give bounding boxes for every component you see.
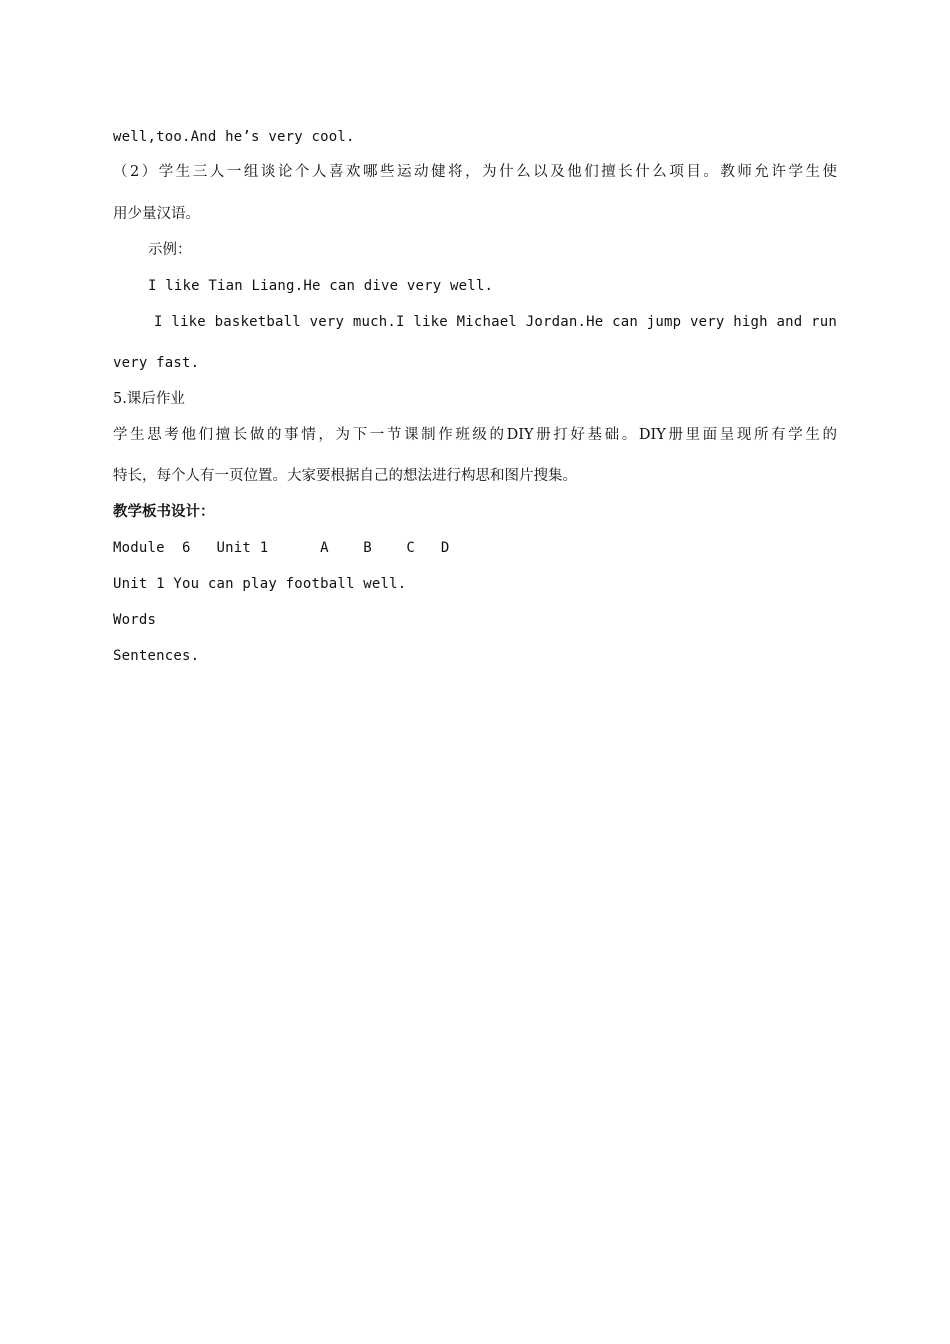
text-line-example-2: I like basketball very much.I like Michael Jordan.He can jump very high and run [154,314,837,330]
board-line-words: Words [113,612,157,628]
text-line-homework-1: 学生思考他们擅长做的事情，为下一节课制作班级的DIY册打好基础。DIY册里面呈现所有学生的 [113,427,837,443]
board-line-module: Module 6 Unit 1 A B C D [113,540,450,556]
text-line-example-2-end: very fast. [113,355,200,371]
text-line-activity-2-end: 用少量汉语。 [113,206,200,222]
board-line-unit: Unit 1 You can play football well. [113,576,407,592]
text-line-continuation: well,too.And he’s very cool. [113,129,355,145]
text-line-activity-2: （2）学生三人一组谈论个人喜欢哪些运动健将，为什么以及他们擅长什么项目。教师允许学生使 [113,164,837,180]
section-heading-homework: 5.课后作业 [113,391,185,407]
text-line-example-label: 示例： [148,242,192,258]
text-line-example-1: I like Tian Liang.He can dive very well. [148,278,494,294]
section-heading-board-design: 教学板书设计： [113,503,215,520]
board-line-sentences: Sentences. [113,648,200,664]
text-line-homework-2: 特长，每个人有一页位置。大家要根据自己的想法进行构思和图片搜集。 [113,468,577,484]
